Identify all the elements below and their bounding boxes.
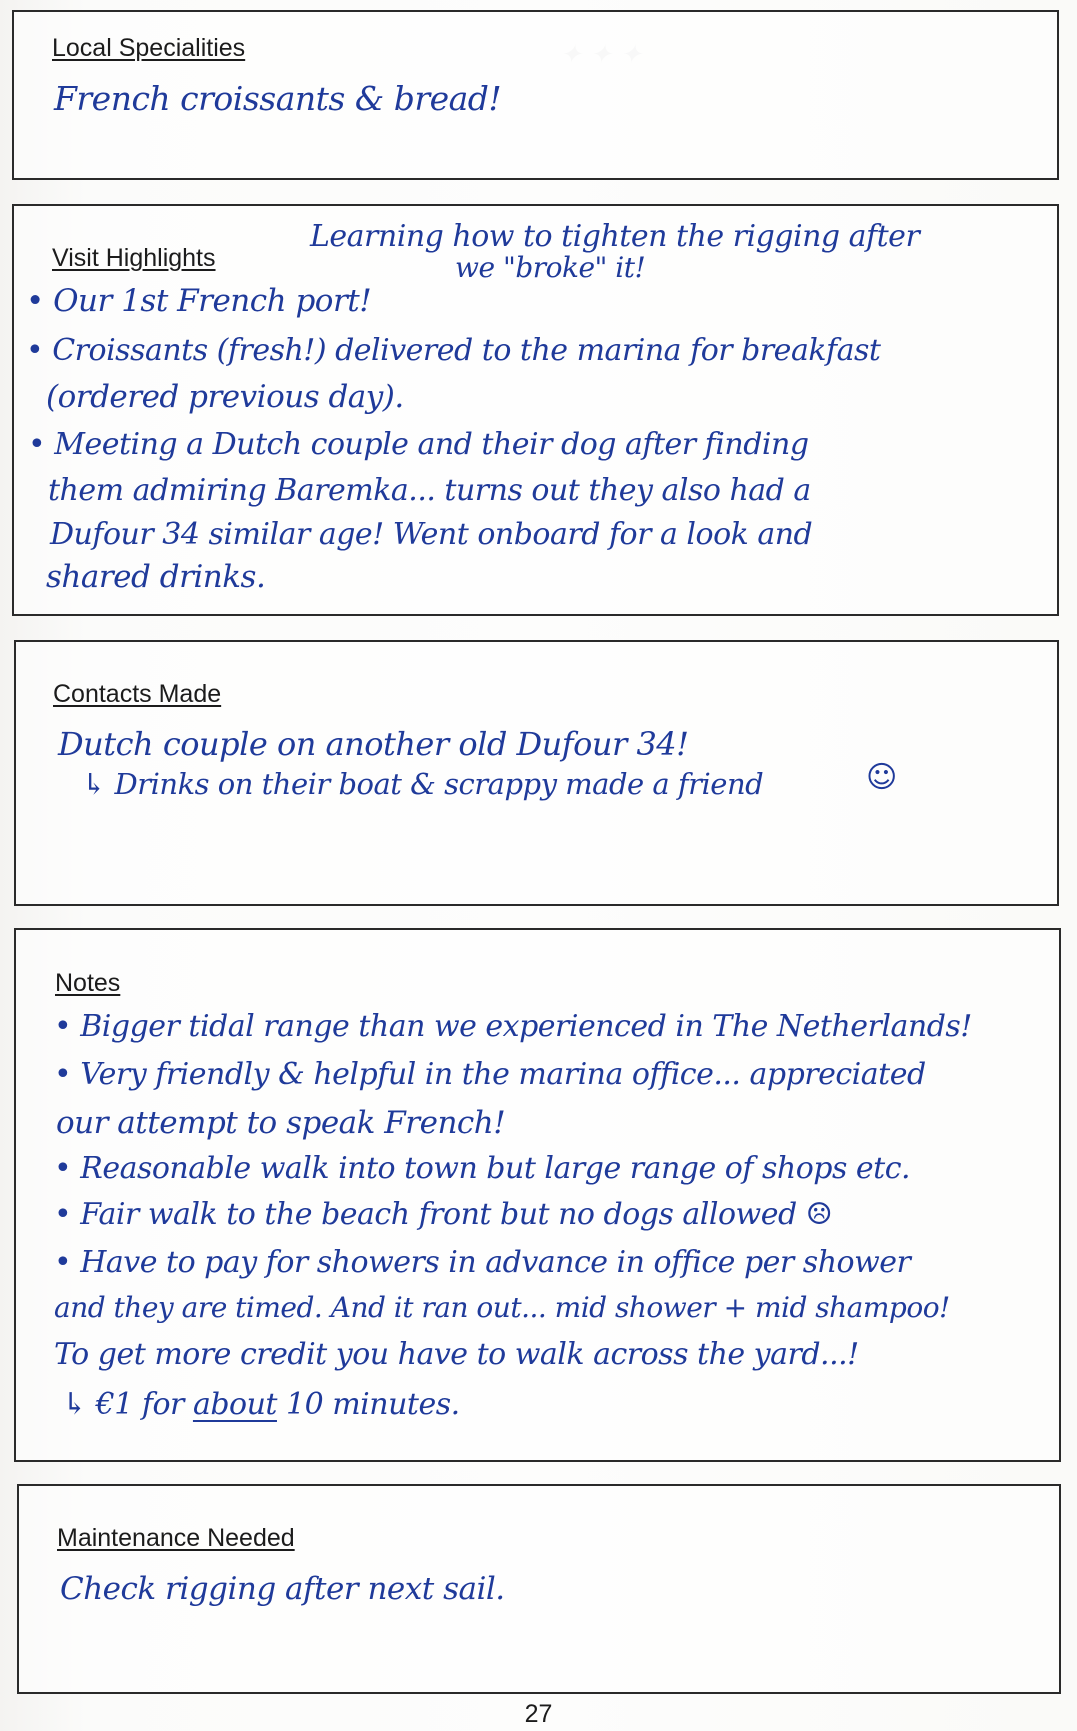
notes-line-4: • Reasonable walk into town but large range of shops etc. [54, 1151, 911, 1186]
local-specialities-title: Local Specialities [52, 34, 246, 62]
maintenance-needed-entry: Check rigging after next sail. [60, 1571, 505, 1607]
notes-line-9-suffix: 10 minutes. [276, 1387, 460, 1422]
visit-highlights-title: Visit Highlights [52, 244, 216, 272]
contacts-made-line-2: ↳ Drinks on their boat & scrappy made a friend [82, 767, 764, 801]
notes-line-9 [62, 1387, 460, 1422]
notes-line-7: and they are timed. And it ran out... mid shower + mid shampoo! [54, 1291, 950, 1324]
visit-highlights-side-note-1: Learning how to tighten the rigging after [310, 219, 920, 254]
notes-line-8: To get more credit you have to walk across the yard...! [54, 1337, 859, 1372]
contacts-made-title: Contacts Made [53, 680, 222, 708]
maintenance-needed-title: Maintenance Needed [57, 1524, 295, 1552]
visit-highlights-line-4: • Meeting a Dutch couple and their dog after finding [28, 427, 809, 462]
visit-highlights-line-6: Dufour 34 similar age! Went onboard for a look and [50, 517, 813, 552]
visit-highlights-line-1: • Our 1st French port! [26, 283, 372, 319]
visit-highlights-line-5: them admiring Baremka... turns out they also had a [48, 473, 811, 508]
visit-highlights-line-2: • Croissants (fresh!) delivered to the marina for breakfast [26, 333, 881, 368]
notes-title: Notes [55, 969, 121, 997]
visit-highlights-side-note-2: we "broke" it! [455, 251, 646, 284]
contacts-made-line-1: Dutch couple on another old Dufour 34! [58, 725, 689, 763]
visit-highlights-line-3: (ordered previous day). [46, 379, 404, 415]
notes-line-9-underlined: about [192, 1387, 277, 1422]
smiley-icon: ☺ [866, 760, 898, 795]
notes-line-5: • Fair walk to the beach front but no dogs allowed ☹ [54, 1197, 833, 1232]
notes-line-2: • Very friendly & helpful in the marina office... appreciated [54, 1057, 926, 1092]
notes-line-3: our attempt to speak French! [56, 1105, 506, 1141]
notes-line-6: • Have to pay for showers in advance in office per shower [54, 1245, 911, 1280]
page-number: 27 [524, 1700, 553, 1728]
notes-line-1: • Bigger tidal range than we experienced in The Netherlands! [54, 1009, 972, 1044]
notes-line-9-prefix: ↳ €1 for [62, 1387, 193, 1422]
visit-highlights-line-7: shared drinks. [46, 559, 266, 595]
local-specialities-entry: French croissants & bread! [54, 79, 502, 118]
